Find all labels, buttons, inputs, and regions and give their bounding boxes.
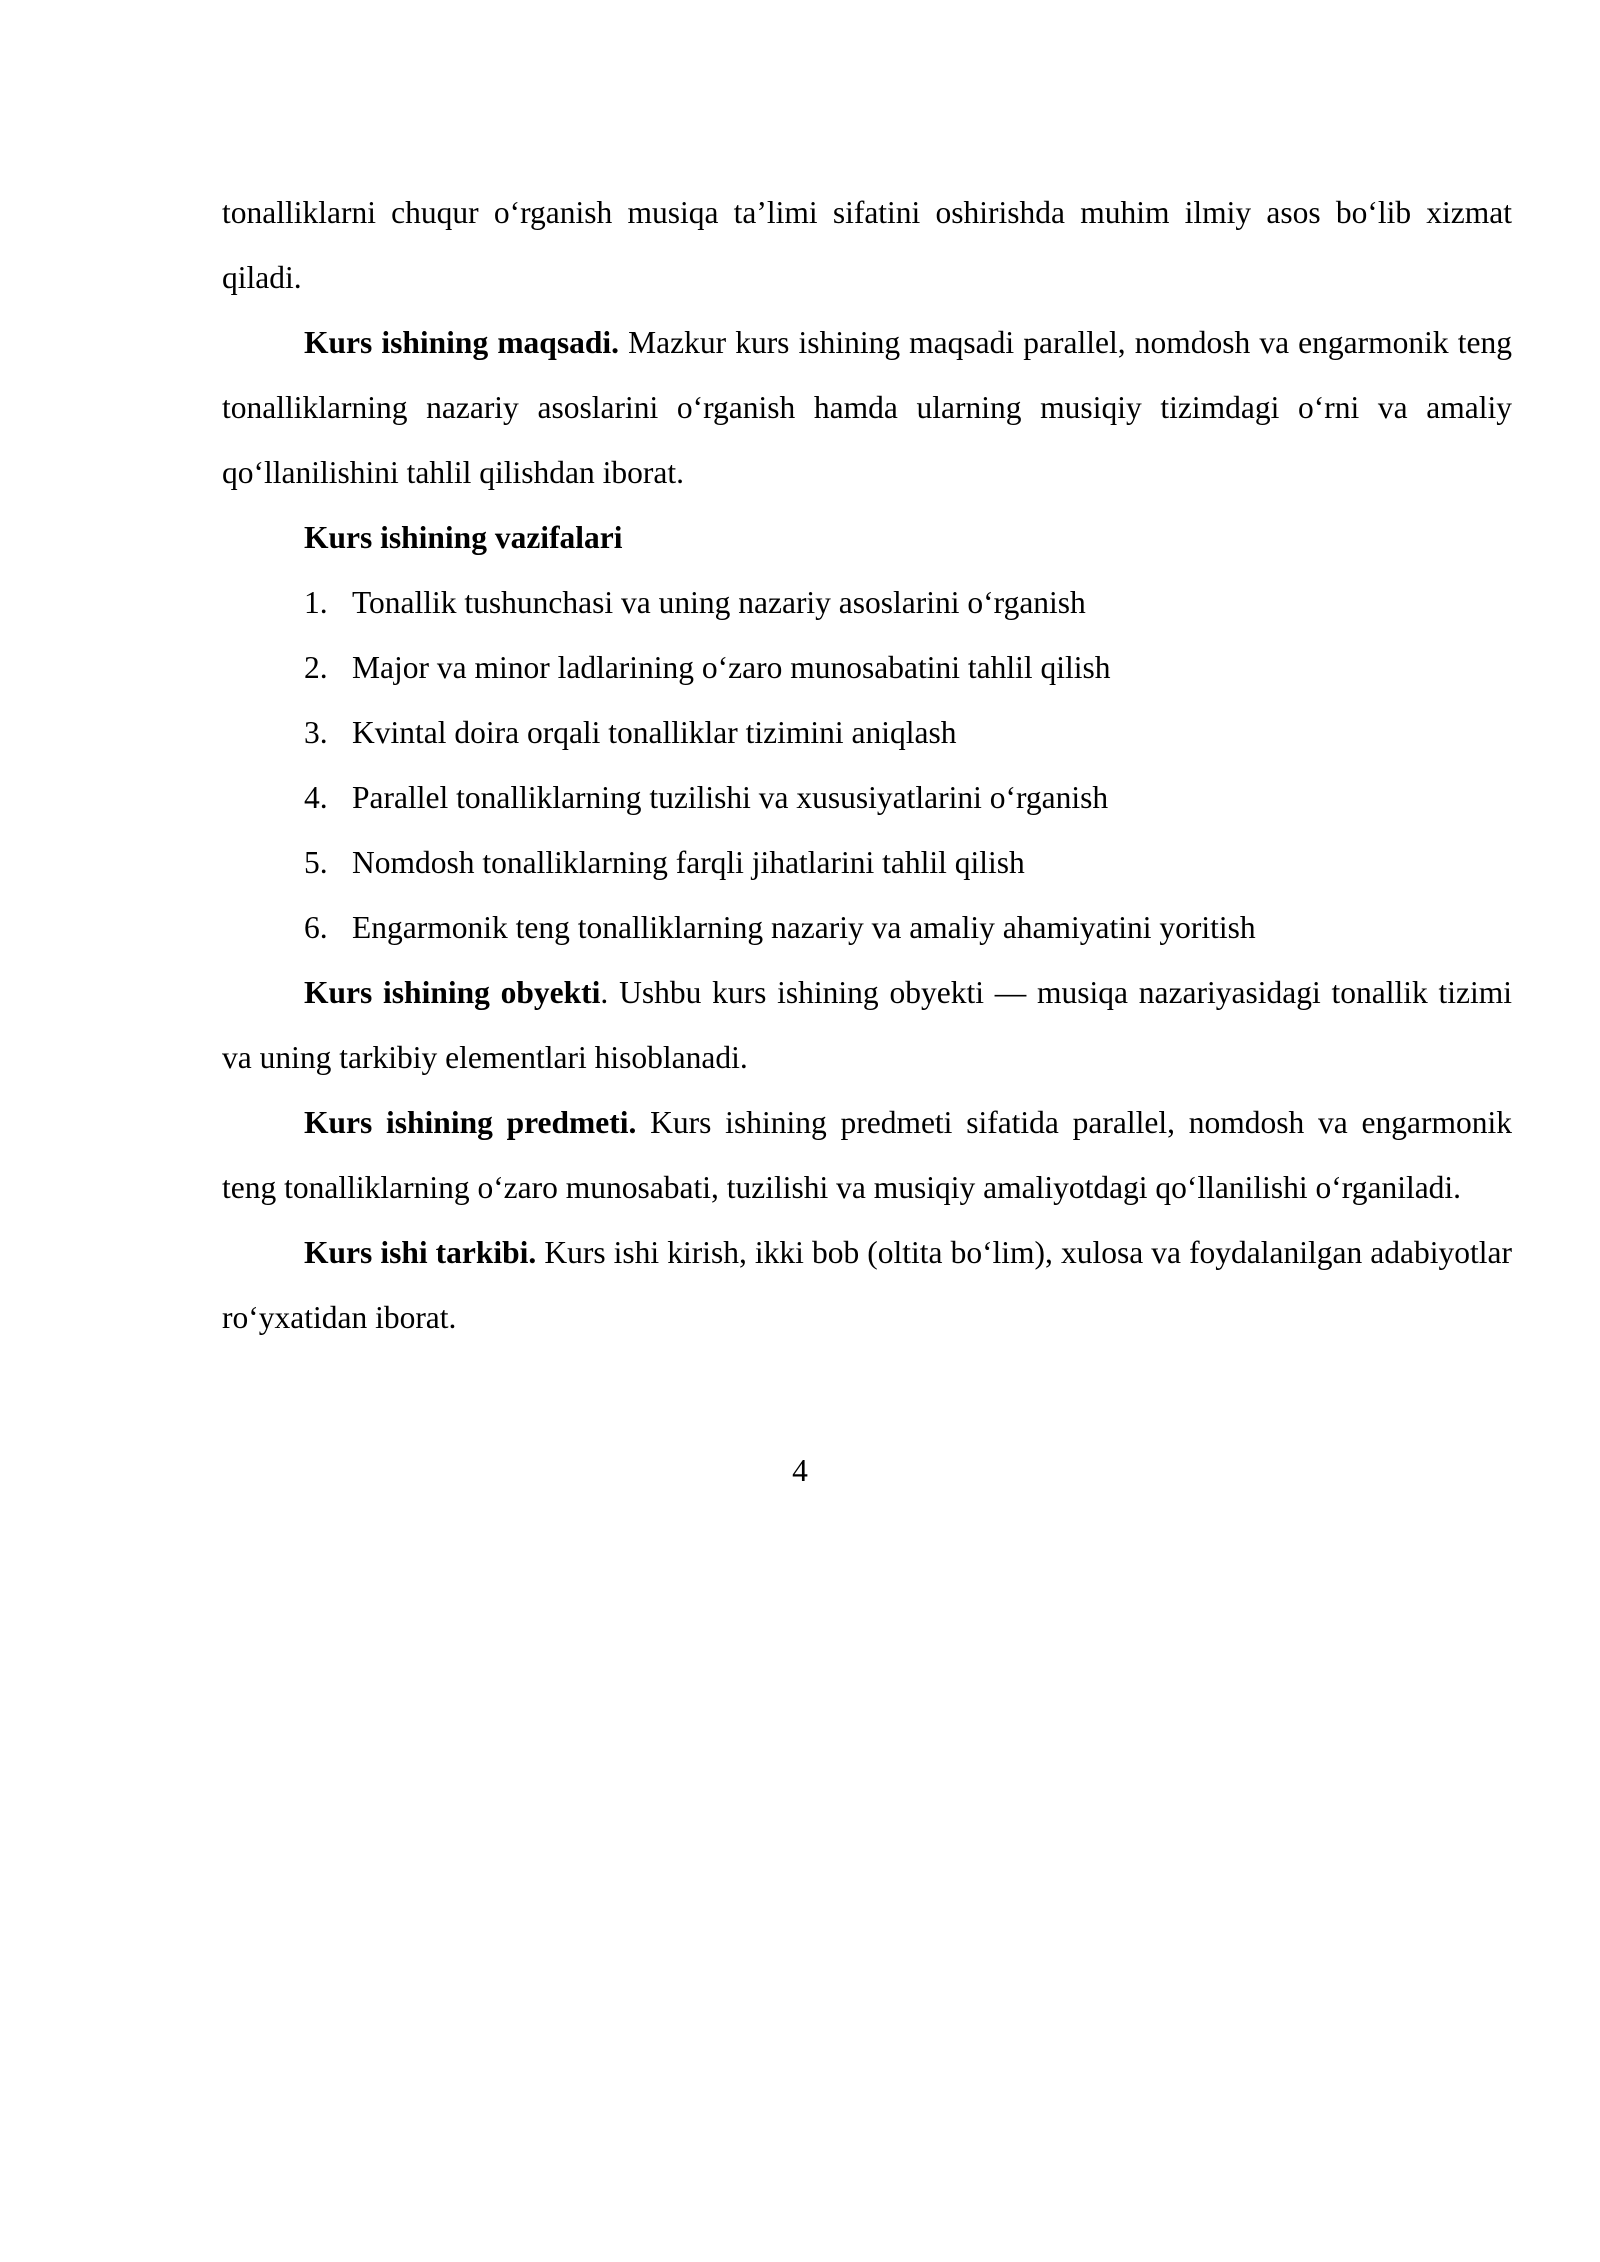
list-item-number: 4. [304,780,328,815]
list-item-text: Tonallik tushunchasi va uning nazariy asoslarini o‘rganish [352,585,1086,620]
tarkibi-text: Kurs ishi kirish, ikki bob (oltita bo‘lim), xulosa va foydalanilgan adabiyotlar ro‘yxatidan iborat. [222,1235,1512,1335]
list-item-number: 3. [304,715,328,750]
list-item-number: 1. [304,585,328,620]
intro-paragraph-text: tonalliklarni chuqur o‘rganish musiqa ta’limi sifatini oshirishda muhim ilmiy asos bo‘lib xizmat qiladi. [222,195,1512,295]
vazifalari-heading [222,505,1512,570]
obyekti-text: . Ushbu kurs ishining obyekti — musiqa nazariyasidagi tonallik tizimi va uning tarkibiy elementlari hisoblanadi. [222,975,1513,1075]
intro-paragraph [222,180,1512,310]
list-item-text: Engarmonik teng tonalliklarning nazariy va amaliy ahamiyatini yoritish [352,910,1256,945]
vazifalari-label: Kurs ishining vazifalari [304,520,623,555]
page-number: 4 [792,1453,808,1488]
list-item [222,635,1512,700]
maqsadi-text: Mazkur kurs ishining maqsadi parallel, nomdosh va engarmonik teng tonalliklarning nazariy asoslarini o‘rganish hamda ularning musiqiy tizimdagi o‘rni va amaliy qo‘llanilishini tahlil qilishdan iborat. [222,325,1512,490]
list-item [222,570,1512,635]
predmeti-label: Kurs ishining predmeti. [304,1105,637,1140]
predmeti-paragraph [222,1090,1512,1220]
maqsadi-label: Kurs ishining maqsadi. [304,325,619,360]
predmeti-text: Kurs ishining predmeti sifatida parallel, nomdosh va engarmonik teng tonalliklarning o‘zaro munosabati, tuzilishi va musiqiy amaliyotdagi qo‘llanilishi o‘rganiladi. [222,1105,1512,1205]
list-item-number: 2. [304,650,328,685]
list-item [222,830,1512,895]
list-item-text: Major va minor ladlarining o‘zaro munosabatini tahlil qilish [352,650,1111,685]
list-item [222,765,1512,830]
list-item-text: Kvintal doira orqali tonalliklar tizimini aniqlash [352,715,957,750]
list-item [222,700,1512,765]
list-item-number: 5. [304,845,328,880]
obyekti-label: Kurs ishining obyekti [304,975,601,1010]
maqsadi-paragraph [222,310,1512,505]
list-item-text: Parallel tonalliklarning tuzilishi va xususiyatlarini o‘rganish [352,780,1109,815]
tarkibi-paragraph [222,1220,1512,1350]
list-item-number: 6. [304,910,328,945]
tarkibi-label: Kurs ishi tarkibi. [304,1235,537,1270]
page-content [222,180,1512,1350]
list-item [222,895,1512,960]
obyekti-paragraph [222,960,1512,1090]
list-item-text: Nomdosh tonalliklarning farqli jihatlarini tahlil qilish [352,845,1025,880]
vazifalari-list [222,570,1512,960]
